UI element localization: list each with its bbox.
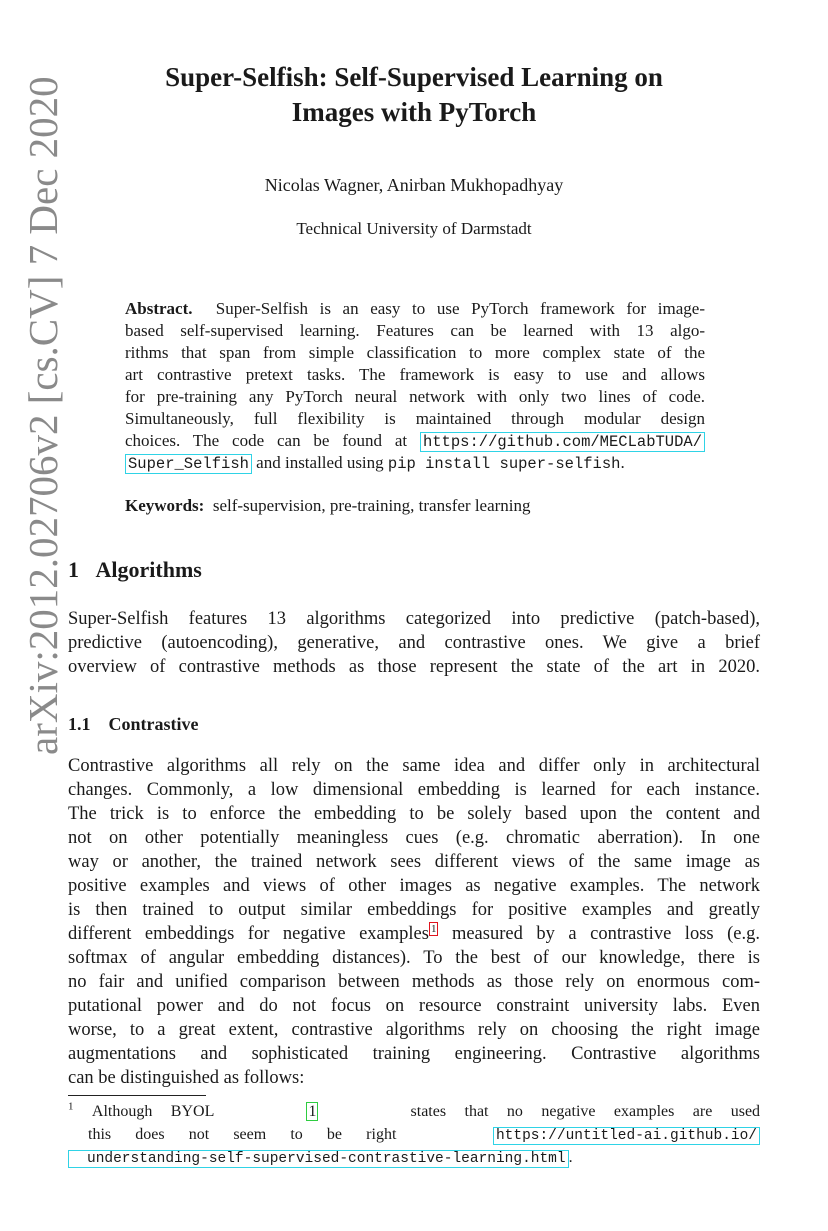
arxiv-stamp: arXiv:2012.02706v2 [cs.CV] 7 Dec 2020	[20, 76, 66, 755]
footnote-text: .	[568, 1149, 573, 1166]
paper-title	[100, 60, 728, 130]
footnote-text: this does not seem to be right	[88, 1126, 397, 1143]
text-line: no fair and unified comparison between methods as those rely on enormous com-	[68, 972, 760, 992]
footnote-line	[88, 1124, 760, 1147]
abstract-text: and installed using	[251, 453, 388, 472]
abstract-line: for pre-training any PyTorch neural network with only two lines of code.	[125, 387, 705, 406]
text-line: putational power and do not focus on resource constraint university labs. Even	[68, 996, 760, 1016]
abstract-line	[125, 452, 705, 475]
title-line-2: Images with PyTorch	[291, 97, 537, 127]
footnote-rule	[68, 1095, 206, 1096]
footnote-line	[68, 1101, 760, 1123]
abstract-line: based self-supervised learning. Features can be learned with 13 algo-	[125, 321, 705, 340]
footnote-url[interactable]: https://untitled-ai.github.io/	[493, 1127, 760, 1145]
abstract-text: choices. The code can be found at	[125, 431, 408, 450]
abstract-label: Abstract.	[125, 299, 193, 318]
section-number: 1	[68, 557, 79, 582]
text-line: Contrastive algorithms all rely on the same idea and differ only in architectural	[68, 756, 760, 776]
footnote-text: states that no negative examples are used	[410, 1103, 761, 1120]
subsection-heading	[68, 714, 198, 735]
keywords-label: Keywords:	[125, 496, 205, 515]
text-line: Super-Selfish features 13 algorithms categorized into predictive (patch-based),	[68, 609, 760, 629]
abstract-line: Simultaneously, full flexibility is maintained through modular design	[125, 409, 705, 428]
subsection-title: Contrastive	[108, 714, 199, 734]
text-line: The trick is to enforce the embedding to be solely based upon the content and	[68, 804, 760, 824]
footnote-url-cont[interactable]: understanding-self-supervised-contrastive-learning.html	[68, 1150, 569, 1168]
pip-command: pip install super-selfish	[387, 455, 621, 473]
keywords-text: self-supervision, pre-training, transfer learning	[212, 496, 531, 515]
text-line: predictive (autoencoding), generative, and contrastive ones. We give a brief	[68, 633, 760, 653]
citation-link[interactable]: 1	[308, 1103, 317, 1120]
text-line: is then trained to output similar embeddings for positive examples and greatly	[68, 900, 760, 920]
abstract-line: rithms that span from simple classification to more complex state of the	[125, 343, 705, 362]
text-line: way or another, the trained network sees different views of the same image as	[68, 852, 760, 872]
subsection-number: 1.1	[68, 714, 91, 734]
text-line: changes. Commonly, a low dimensional embedding is learned for each instance.	[68, 780, 760, 800]
abstract-text: .	[620, 453, 625, 472]
github-link[interactable]: https://github.com/MECLabTUDA/	[420, 432, 705, 452]
text-line	[68, 922, 760, 946]
text-line: can be distinguished as follows:	[68, 1068, 305, 1088]
text-line: overview of contrastive methods as those represent the state of the art in 2020.	[68, 657, 760, 677]
authors: Nicolas Wagner, Anirban Mukhopadhyay	[264, 175, 564, 195]
section-heading	[68, 557, 202, 583]
abstract-line	[125, 298, 705, 320]
github-link-cont[interactable]: Super_Selfish	[125, 454, 252, 474]
text-line: worse, to a great extent, contrastive algorithms rely on choosing the right image	[68, 1020, 760, 1040]
text-span: measured by a contrastive loss (e.g.	[438, 924, 760, 944]
footnote-ref[interactable]: 1	[430, 922, 437, 935]
text-line: augmentations and sophisticated training engineering. Contrastive algorithms	[68, 1044, 760, 1064]
text-span: different embeddings for negative examples	[68, 924, 429, 944]
section-title: Algorithms	[95, 557, 202, 582]
footnote-line	[68, 1147, 573, 1170]
keywords	[125, 495, 705, 517]
footnote-text: Although BYOL	[91, 1103, 215, 1120]
title-line-1: Super-Selfish: Self-Supervised Learning on	[165, 62, 663, 92]
text-line: softmax of angular embedding distances). To the best of our knowledge, there is	[68, 948, 760, 968]
abstract-line: art contrastive pretext tasks. The framework is easy to use and allows	[125, 365, 705, 384]
text-line: positive examples and views of other images as negative examples. The network	[68, 876, 760, 896]
abstract-line	[125, 430, 705, 453]
affiliation: Technical University of Darmstadt	[296, 219, 532, 238]
text-line: not on other potentially meaningless cues (e.g. chromatic aberration). In one	[68, 828, 760, 848]
abstract-text: Super-Selfish is an easy to use PyTorch framework for image-	[215, 299, 705, 318]
footnote-mark: 1	[68, 1100, 74, 1113]
